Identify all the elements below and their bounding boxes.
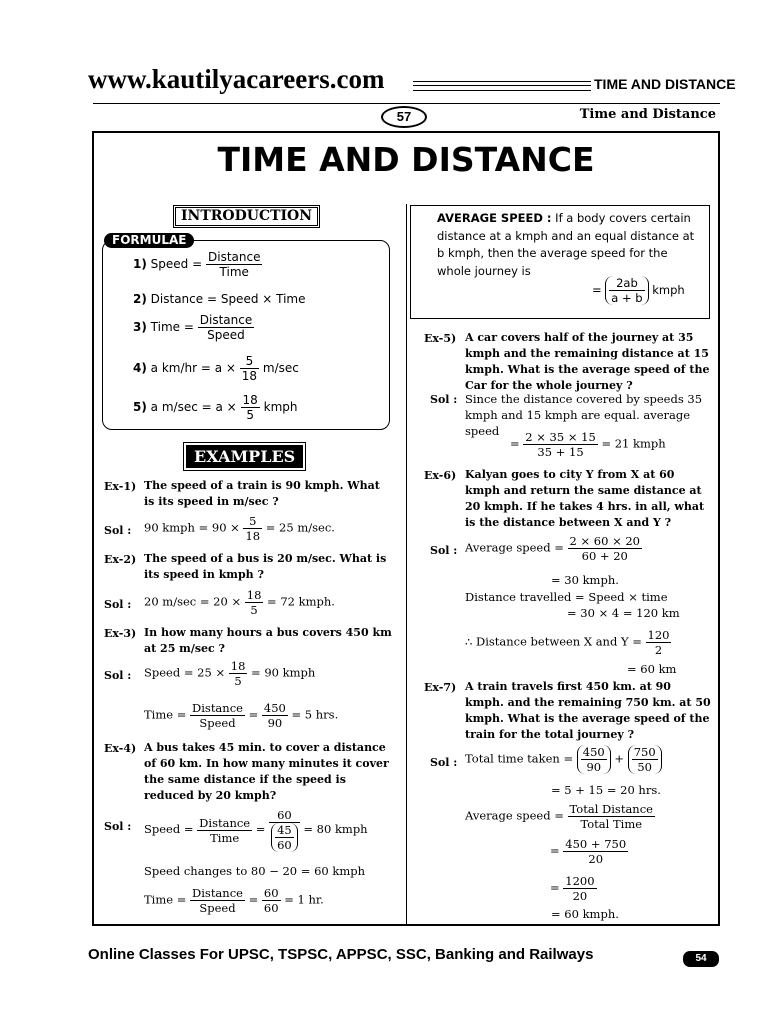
ex1-label: Ex-1): [104, 480, 137, 493]
fraction: $\frac{\text{Distance}}{\text{Speed}}$: [192, 701, 243, 730]
ex7-solution-line3: Average speed = $\frac{\text{Total Distance}}{\text{Total Time}}$: [465, 802, 653, 831]
formulae-tag: FORMULAE: [104, 233, 194, 248]
ex6-question: Kalyan goes to city Y from X at 60 kmph and return the same distance at 20 kmph. If he takes 4 hrs. in all, what is the distance between X and Y ?: [465, 468, 705, 529]
fraction: $\frac{450 + 750}{20}$: [565, 837, 627, 866]
ex4-sol-label: Sol :: [104, 820, 132, 833]
ex4-label: Ex-4): [104, 742, 137, 755]
ex7-solution-line4: = $\frac{450 + 750}{20}$: [550, 837, 627, 866]
fraction: $\frac{5}{18}$: [245, 514, 261, 543]
ex5-sol-label: Sol :: [430, 393, 458, 406]
fraction: $\frac{2 \times 35 \times 15}{35 + 15}$: [525, 430, 596, 459]
fraction: $\frac{18}{5}$: [242, 393, 258, 422]
examples-label: EXAMPLES: [184, 443, 305, 470]
ex5-solution-formula: = $\frac{2 \times 35 \times 15}{35 + 15}$ = 21 kmph: [510, 430, 666, 459]
average-speed-formula: = $\frac{2ab}{a + b}$ kmph: [592, 276, 685, 305]
introduction-label: INTRODUCTION: [175, 207, 318, 226]
ex4-question: A bus takes 45 min. to cover a distance of 60 km. In how many minutes it cover the same distance if the speed is reduced by 20 kmph?: [144, 741, 389, 802]
ex7-solution-line6: = 60 kmph.: [551, 907, 619, 921]
page-title: TIME AND DISTANCE: [217, 140, 595, 179]
ex3-label: Ex-3): [104, 627, 137, 640]
ex6-solution-line3: Distance travelled = Speed × time: [465, 590, 668, 604]
fraction: $\frac{60}{60}$: [263, 886, 279, 915]
fraction: $\frac{5}{18}$: [241, 354, 258, 383]
ex1-question: The speed of a train is 90 kmph. What is its speed in m/sec ?: [144, 479, 380, 508]
ex5-solution-text: Since the distance covered by speeds 35 kmph and 15 kmph are equal. average speed: [465, 392, 703, 438]
ex7-solution-line2: = 5 + 15 = 20 hrs.: [551, 783, 661, 797]
formula-4: 4) a km/hr = a × $\frac{5}{18}$ m/sec: [133, 354, 299, 383]
fraction: $\frac{\text{Total Distance}}{\text{Total Time}}$: [569, 802, 653, 831]
ex5-label: Ex-5): [424, 332, 457, 345]
running-head: Time and Distance: [579, 107, 716, 122]
average-speed-text: AVERAGE SPEED : If a body covers certain distance at a kmph and an equal distance at b kmph, then the average speed for the whole journey is: [437, 211, 695, 278]
ex3-question: In how many hours a bus covers 450 km at 25 m/sec ?: [144, 626, 392, 655]
fraction: $\frac{\text{Distance}}{\text{Speed}}$: [199, 313, 253, 342]
ex7-question: A train travels first 450 km. at 90 kmph. and the remaining 750 km. at 50 kmph. What is the average speed of the train for the total journey ?: [465, 680, 711, 741]
ex7-solution-line5: = $\frac{1200}{20}$: [550, 874, 595, 903]
ex3-solution-line1: Speed = 25 × $\frac{18}{5}$ = 90 kmph: [144, 659, 316, 688]
fraction: $\frac{18}{5}$: [230, 659, 246, 688]
fraction: $\frac{1200}{20}$: [565, 874, 595, 903]
fraction: $\frac{2ab}{a + b}$: [611, 276, 643, 305]
ex6-solution-line1: Average speed = $\frac{2 \times 60 \times 20}{60 + 20}$: [465, 534, 640, 563]
column-divider: [406, 204, 407, 924]
header-decorative-lines: [413, 81, 591, 91]
ex2-label: Ex-2): [104, 553, 137, 566]
header-topic: TIME AND DISTANCE: [594, 76, 736, 92]
formula-2: 2) Distance = Speed × Time: [133, 292, 306, 306]
page-number-badge: 54: [683, 951, 719, 967]
ex3-solution-line2: Time = $\frac{\text{Distance}}{\text{Speed}}$ = $\frac{450}{90}$ = 5 hrs.: [144, 701, 339, 730]
introduction-heading: [173, 205, 320, 228]
fraction: $\frac{\text{Distance}}{\text{Speed}}$: [192, 886, 243, 915]
ex4-solution-line1: Speed = $\frac{\text{Distance}}{\text{Time}}$ = $\frac{60}{\frac{45}{60}}$ = 80 kmph: [144, 808, 368, 852]
ex7-sol-label: Sol :: [430, 756, 458, 769]
ex6-solution-line2: = 30 kmph.: [551, 573, 619, 587]
ex3-sol-label: Sol :: [104, 669, 132, 682]
fraction: $\frac{120}{2}$: [647, 628, 670, 657]
ex6-solution-line6: = 60 km: [627, 662, 677, 676]
fraction: $\frac{\text{Distance}}{\text{Time}}$: [208, 250, 261, 279]
site-url: www.kautilyacareers.com: [88, 64, 385, 94]
ex6-sol-label: Sol :: [430, 544, 458, 557]
fraction: $\frac{750}{50}$: [633, 745, 656, 774]
footer-text: Online Classes For UPSC, TSPSC, APPSC, SSC, Banking and Railways: [88, 946, 594, 963]
page-circle-number: 57: [381, 106, 427, 128]
ex2-solution: 20 m/sec = 20 × $\frac{18}{5}$ = 72 kmph.: [144, 588, 335, 617]
fraction: $\frac{18}{5}$: [246, 588, 262, 617]
ex6-solution-line4: = 30 × 4 = 120 km: [567, 606, 680, 620]
fraction: $\frac{450}{90}$: [582, 745, 605, 774]
ex4-solution-line2: Speed changes to 80 − 20 = 60 kmph: [144, 864, 365, 878]
ex2-question: The speed of a bus is 20 m/sec. What is its speed in kmph ?: [144, 552, 387, 581]
ex1-solution: 90 kmph = 90 × $\frac{5}{18}$ = 25 m/sec.: [144, 514, 335, 543]
ex5-question: A car covers half of the journey at 35 kmph and the remaining distance at 15 kmph. What is the average speed of the Car for the whole journey ?: [465, 331, 710, 392]
formula-5: 5) a m/sec = a × $\frac{18}{5}$ kmph: [133, 393, 298, 422]
ex7-label: Ex-7): [424, 681, 457, 694]
fraction: $\frac{60}{\frac{45}{60}}$: [269, 808, 300, 852]
ex6-solution-line5: ∴ Distance between X and Y = $\frac{120}{2}$: [465, 628, 670, 657]
header-rule: [93, 103, 720, 104]
ex7-solution-line1: Total time taken = $\frac{450}{90}$ + $\frac{750}{50}$: [465, 745, 662, 774]
fraction: $\frac{2 \times 60 \times 20}{60 + 20}$: [569, 534, 640, 563]
ex2-sol-label: Sol :: [104, 598, 132, 611]
fraction: $\frac{450}{90}$: [263, 701, 286, 730]
fraction: $\frac{\text{Distance}}{\text{Time}}$: [199, 815, 251, 845]
ex1-sol-label: Sol :: [104, 524, 132, 537]
ex6-label: Ex-6): [424, 469, 457, 482]
formula-3: 3) Time = $\frac{\text{Distance}}{\text{Speed}}$: [133, 313, 253, 342]
ex4-solution-line3: Time = $\frac{\text{Distance}}{\text{Speed}}$ = $\frac{60}{60}$ = 1 hr.: [144, 886, 324, 915]
formula-1: 1) Speed = $\frac{\text{Distance}}{\text{Time}}$: [133, 250, 261, 279]
